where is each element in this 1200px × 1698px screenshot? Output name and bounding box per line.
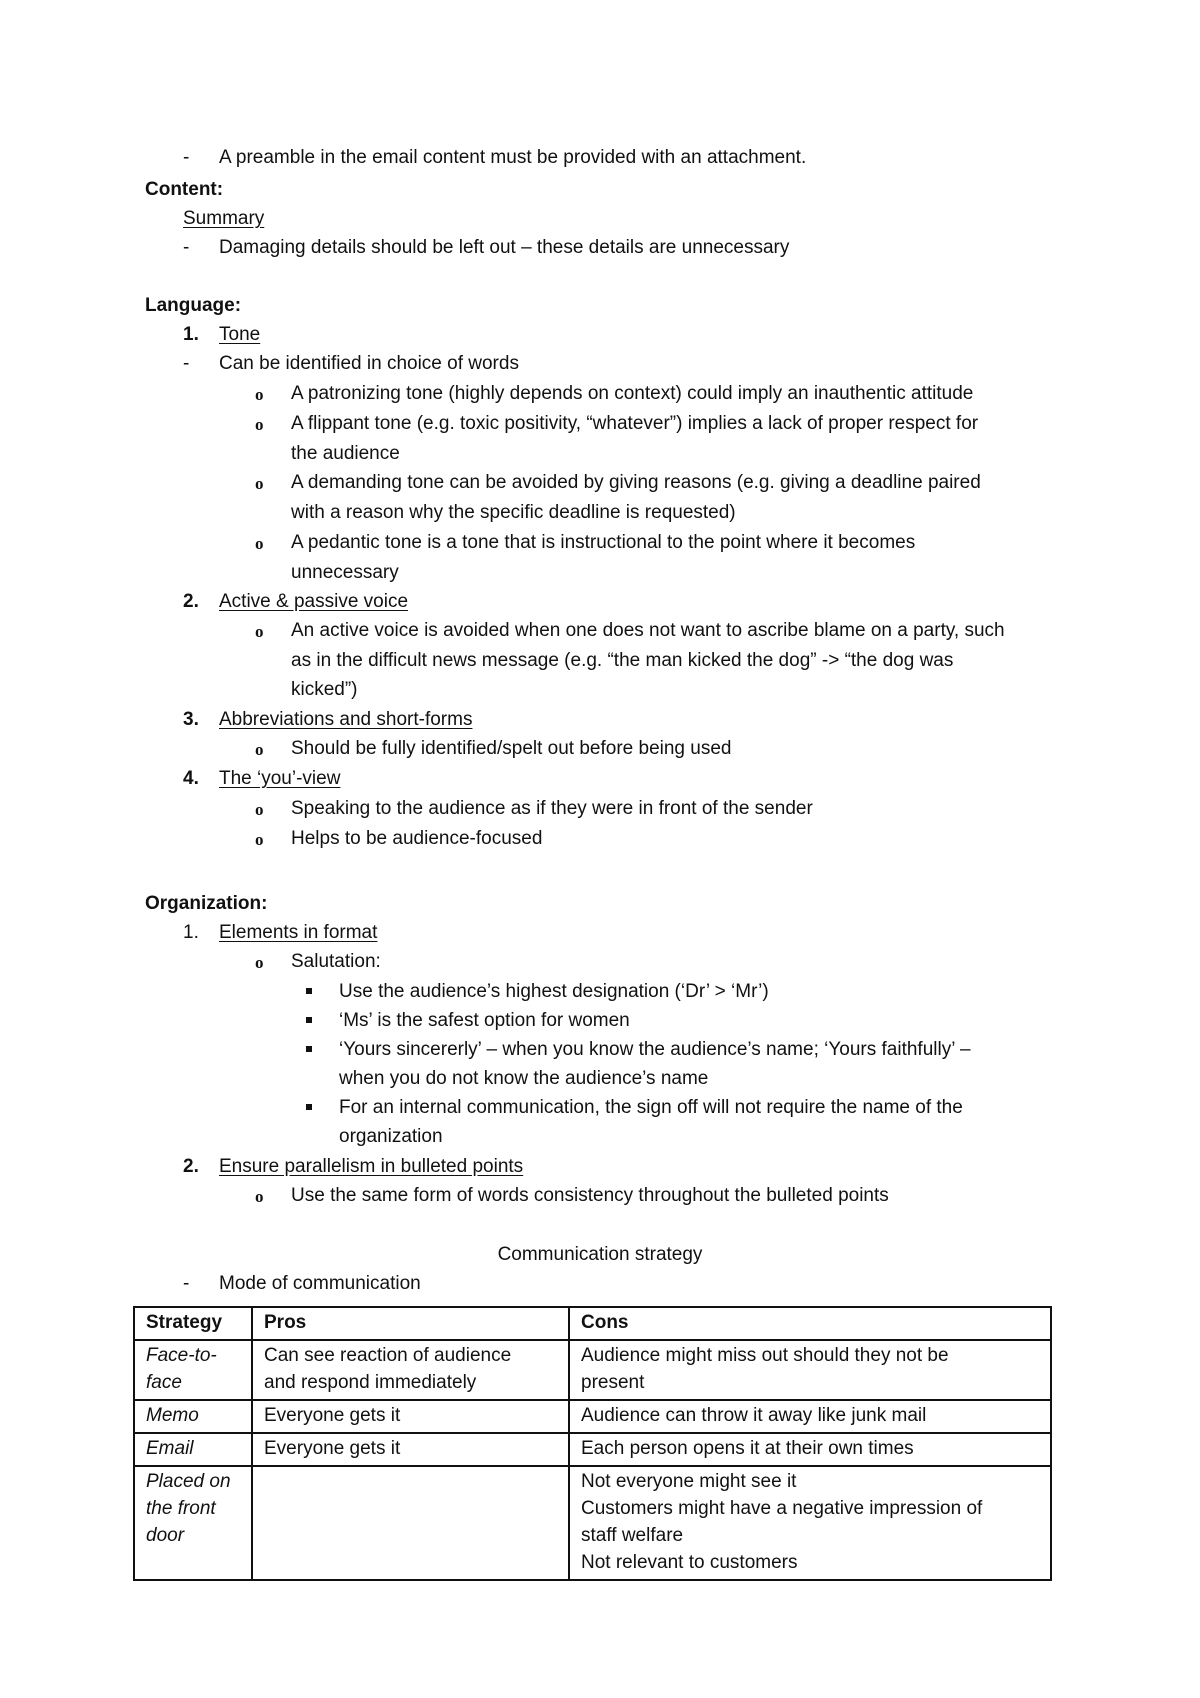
salutation-point-cont: when you do not know the audience’s name	[339, 1068, 709, 1089]
intro-bullet-text: A preamble in the email content must be provided with an attachment.	[219, 147, 807, 168]
tone-point: A pedantic tone is a tone that is instructional to the point where it becomes	[291, 532, 916, 553]
abbrev-title: Abbreviations and short-forms	[219, 709, 473, 730]
list-number: 4.	[183, 768, 199, 789]
table-row	[134, 1466, 1051, 1580]
cell-strategy: Email	[134, 1433, 252, 1466]
o-bullet-marker: o	[255, 415, 264, 434]
cell-line: Placed on	[146, 1471, 231, 1492]
dash-marker: -	[183, 147, 190, 168]
table-row	[134, 1340, 1051, 1400]
o-bullet-marker: o	[255, 622, 264, 641]
strategy-table	[133, 1306, 1052, 1581]
list-number: 1.	[183, 324, 199, 345]
cell-line: the front	[146, 1498, 216, 1519]
summary-bullet-text: Damaging details should be left out – these details are unnecessary	[219, 237, 790, 258]
youview-point: Speaking to the audience as if they were in front of the sender	[291, 798, 813, 819]
cell-line: face	[146, 1372, 182, 1393]
cell-strategy	[134, 1466, 252, 1580]
voice-point-cont: kicked”)	[291, 679, 358, 700]
salutation-point: ‘Yours sincererly’ – when you know the audience’s name; ‘Yours faithfully’ –	[339, 1039, 971, 1060]
square-bullet-icon	[306, 1046, 312, 1052]
dash-marker: -	[183, 237, 190, 258]
o-bullet-marker: o	[255, 474, 264, 493]
o-bullet-marker: o	[255, 953, 264, 972]
salutation-point: ‘Ms’ is the safest option for women	[339, 1010, 630, 1031]
summary-label: Summary	[183, 208, 265, 229]
tone-title: Tone	[219, 324, 261, 345]
salutation-point: For an internal communication, the sign off will not require the name of the	[339, 1097, 963, 1118]
organization-heading: Organization:	[145, 893, 268, 914]
table-row	[134, 1433, 1051, 1466]
tone-point: A patronizing tone (highly depends on context) could imply an inauthentic attitude	[291, 383, 974, 404]
square-bullet-icon	[306, 1017, 312, 1023]
parallel-title: Ensure parallelism in bulleted points	[219, 1156, 524, 1177]
o-bullet-marker: o	[255, 740, 264, 759]
salutation-point: Use the audience’s highest designation (‘Dr’ > ‘Mr’)	[339, 981, 769, 1002]
parallel-point: Use the same form of words consistency throughout the bulleted points	[291, 1185, 889, 1206]
list-number: 2.	[183, 591, 199, 612]
table-header-row	[134, 1307, 1051, 1340]
content-heading: Content:	[145, 179, 224, 200]
list-number: 1.	[183, 922, 199, 943]
o-bullet-marker: o	[255, 1187, 264, 1206]
cell-strategy: Memo	[134, 1400, 252, 1433]
youview-point: Helps to be audience-focused	[291, 828, 543, 849]
dash-marker: -	[183, 1273, 190, 1294]
cell-pros: Everyone gets it	[252, 1433, 569, 1466]
o-bullet-marker: o	[255, 385, 264, 404]
tone-point: A demanding tone can be avoided by giving reasons (e.g. giving a deadline paired	[291, 472, 981, 493]
cell-line: Audience might miss out should they not be	[581, 1345, 949, 1366]
cell-strategy	[134, 1340, 252, 1400]
cell-line: Customers might have a negative impression of	[581, 1498, 983, 1519]
cell-pros: Everyone gets it	[252, 1400, 569, 1433]
list-number: 3.	[183, 709, 199, 730]
cell-pros	[252, 1340, 569, 1400]
header-cons: Cons	[569, 1307, 1051, 1340]
cell-line: Face-to-	[146, 1345, 217, 1366]
youview-title: The ‘you’-view	[219, 768, 341, 789]
square-bullet-icon	[306, 1104, 312, 1110]
cell-line: Can see reaction of audience	[264, 1345, 512, 1366]
tone-point-cont: unnecessary	[291, 562, 399, 583]
strategy-title: Communication strategy	[497, 1244, 703, 1265]
cell-line: Not everyone might see it	[581, 1471, 797, 1492]
language-heading: Language:	[145, 295, 242, 316]
dash-marker: -	[183, 353, 190, 374]
cell-cons	[569, 1340, 1051, 1400]
voice-point-cont: as in the difficult news message (e.g. “the man kicked the dog” -> “the dog was	[291, 650, 954, 671]
header-strategy: Strategy	[134, 1307, 252, 1340]
cell-cons: Each person opens it at their own times	[569, 1433, 1051, 1466]
list-number: 2.	[183, 1156, 199, 1177]
tone-point-cont: the audience	[291, 443, 400, 464]
voice-point: An active voice is avoided when one does not want to ascribe blame on a party, such	[291, 620, 1005, 641]
table-row	[134, 1400, 1051, 1433]
cell-pros-empty	[252, 1466, 569, 1580]
cell-line: staff welfare	[581, 1525, 684, 1546]
tone-point: A flippant tone (e.g. toxic positivity, “whatever”) implies a lack of proper respect for	[291, 413, 979, 434]
salutation-label: Salutation:	[291, 951, 381, 972]
cell-line: Not relevant to customers	[581, 1552, 798, 1573]
o-bullet-marker: o	[255, 800, 264, 819]
header-pros: Pros	[252, 1307, 569, 1340]
o-bullet-marker: o	[255, 830, 264, 849]
salutation-point-cont: organization	[339, 1126, 443, 1147]
abbrev-point: Should be fully identified/spelt out before being used	[291, 738, 732, 759]
cell-line: present	[581, 1372, 645, 1393]
tone-dash-text: Can be identified in choice of words	[219, 353, 519, 374]
square-bullet-icon	[306, 988, 312, 994]
cell-line: door	[146, 1525, 185, 1546]
mode-text: Mode of communication	[219, 1273, 421, 1294]
cell-line: and respond immediately	[264, 1372, 477, 1393]
tone-point-cont: with a reason why the specific deadline is requested)	[291, 502, 736, 523]
cell-cons: Audience can throw it away like junk mail	[569, 1400, 1051, 1433]
o-bullet-marker: o	[255, 534, 264, 553]
voice-title: Active & passive voice	[219, 591, 409, 612]
format-title: Elements in format	[219, 922, 378, 943]
cell-cons	[569, 1466, 1051, 1580]
